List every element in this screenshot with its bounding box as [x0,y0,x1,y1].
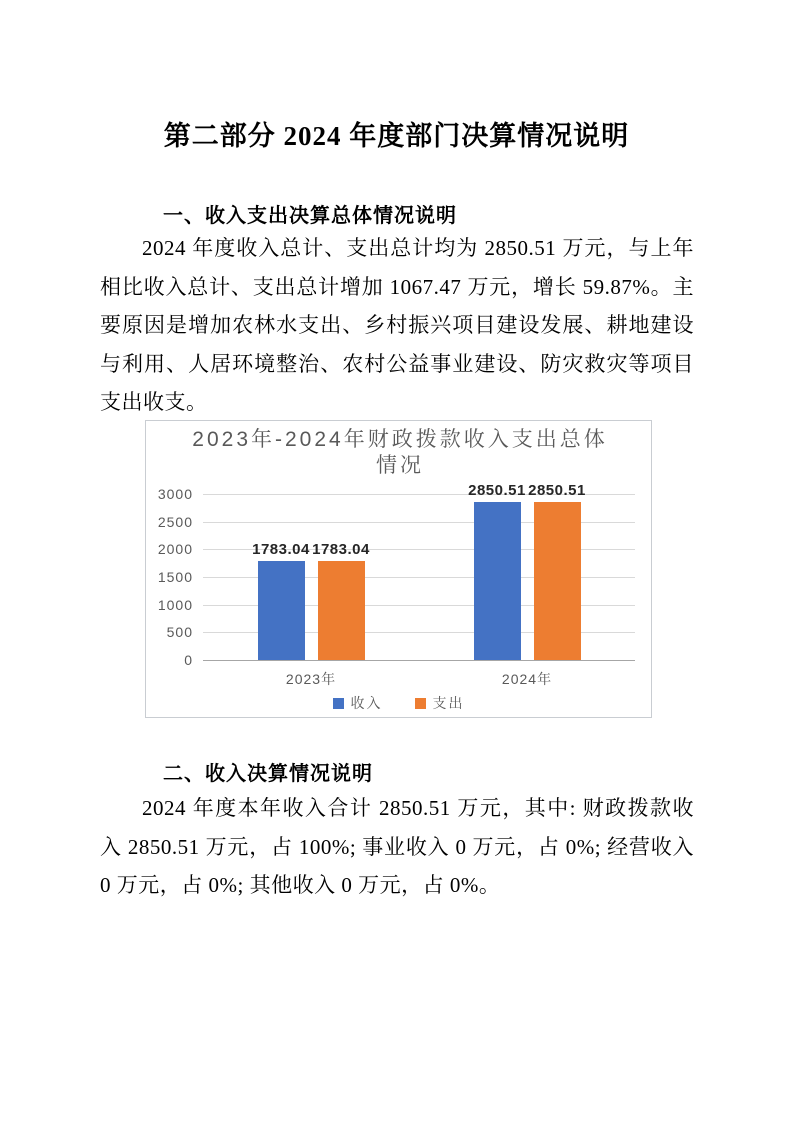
x-axis-line [203,660,635,661]
y-axis-tick-label: 1500 [157,569,193,585]
chart-title: 2023年-2024年财政拨款收入支出总体情况 [192,428,608,477]
legend-swatch [333,698,344,709]
legend-swatch [415,698,426,709]
chart-bar [534,502,581,660]
bar-data-label: 2850.51 [468,482,526,500]
bar-data-label: 1783.04 [312,541,370,559]
document-title: 第二部分 2024 年度部门决算情况说明 [163,121,630,151]
y-axis-tick-label: 1000 [157,596,193,613]
bar-data-label: 2850.51 [528,482,586,500]
legend-item [415,693,465,713]
section-2-heading: 二、收入决算情况说明 [163,763,373,785]
y-axis-tick-label: 2500 [157,513,193,530]
legend-item [333,693,383,713]
y-axis-tick-label: 3000 [157,486,193,502]
bar-data-label: 1783.04 [252,541,310,559]
chart-bar [318,561,365,660]
chart-legend [146,693,651,713]
x-axis-category-label: 2023年 [285,671,337,687]
y-axis-tick-label: 500 [166,624,193,641]
section-1-paragraph: 2024 年度收入总计、支出总计均为 2850.51 万元，与上年相比收入总计、支出总计增加 1067.47 万元，增长 59.87%。主要原因是增加农林水支出、乡村振兴项目建设发展、耕地建设与利用、人居环境整治、农村公益事业建设、防灾救灾等项目支出收支。 [100,236,694,415]
chart-bar [258,561,305,660]
y-axis-tick-label: 0 [184,652,193,668]
chart-bar [474,502,521,660]
legend-label: 收入 [350,695,383,711]
y-axis-tick-label: 2000 [157,541,193,558]
fiscal-bar-chart [145,420,652,718]
x-axis-category-label: 2024年 [501,671,553,687]
section-2-paragraph: 2024 年度本年收入合计 2850.51 万元，其中: 财政拨款收入 2850.51 万元，占 100%; 事业收入 0 万元，占 0%; 经营收入 0 万元，占 0%; 其他收入 0 万元，占 0%。 [100,796,694,898]
legend-label: 支出 [432,695,465,711]
section-1-heading: 一、收入支出决算总体情况说明 [163,205,457,227]
